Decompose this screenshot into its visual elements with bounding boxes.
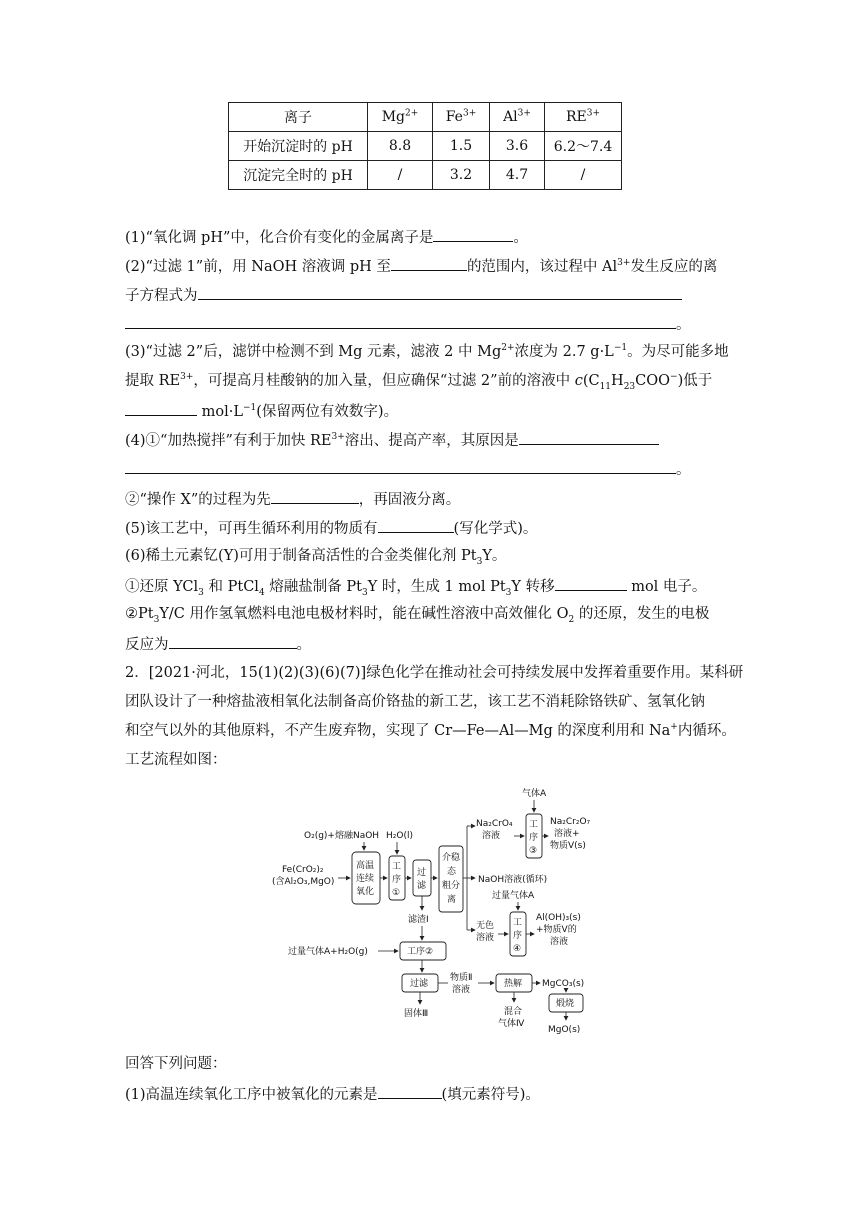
table-cell: 1.5	[433, 132, 490, 161]
answer-blank[interactable]	[271, 488, 359, 504]
flow-label: 连续	[356, 874, 375, 884]
answer-blank[interactable]	[433, 226, 513, 242]
process-flow-diagram	[268, 784, 608, 1044]
ph-table-wrap	[228, 102, 622, 190]
table-header-row	[229, 103, 622, 132]
flow-label: 物质V(s)	[550, 841, 586, 851]
question-3-line2: 提取 $RE^{3+}$，可提高月桂酸钠的加入量，但应确保“过滤 2”前的溶液中 $c(C_{11}H_{23}COO^-)$低于	[125, 372, 713, 392]
question-2-line2: 子方程式为	[125, 284, 735, 306]
answer-blank[interactable]	[555, 575, 627, 591]
flow-label: 过量气体A+H₂O(g)	[288, 947, 368, 957]
table-cell: /	[545, 161, 622, 190]
flow-label: 过滤	[410, 979, 429, 989]
flow-label: 溶液	[452, 985, 471, 995]
flow-label: 序	[513, 931, 523, 941]
flow-label: 滤	[417, 881, 427, 891]
answer-blank[interactable]	[198, 284, 682, 300]
flow-label: 物质Ⅱ	[450, 973, 473, 983]
flow-label: 溶液	[550, 937, 569, 947]
questions-intro: 回答下列问题：	[125, 1056, 227, 1072]
problem-2-stem-line3: 和空气以外的其他原料，不产生废弃物，实现了 Cr—Fe—Al—Mg 的深度利用和 Na+内循环。	[125, 722, 736, 739]
flow-label: Na₂Cr₂O₇	[550, 817, 591, 827]
question-6-part2-line2: 反应为 。	[125, 633, 735, 655]
flow-label: 离	[447, 895, 457, 905]
flow-label: 氧化	[356, 887, 375, 897]
question-4: (4)①“加热搅拌”有利于加快 $RE^{3+}$溶出、提高产率，其原因是	[125, 429, 735, 451]
ph-table	[228, 102, 622, 190]
flow-label: 混合	[504, 1007, 523, 1017]
flow-label: 工序②	[407, 947, 434, 957]
flow-label: ④	[513, 944, 522, 954]
question-6: (6)稀土元素钇(Y)可用于制备高活性的合金类催化剂 $Pt_3Y$。	[125, 548, 507, 567]
table-header-cell: $Al^{3+}$	[490, 103, 545, 132]
flow-label: 工	[513, 918, 523, 928]
table-row	[229, 161, 622, 190]
flow-label: +物质V的	[536, 925, 577, 935]
flow-label: 序	[392, 875, 402, 885]
flow-label: 工	[529, 820, 539, 830]
flow-label: ③	[529, 846, 538, 856]
table-cell: 4.7	[490, 161, 545, 190]
flow-label: O₂(g)+熔融NaOH	[304, 831, 380, 841]
flow-label: 固体Ⅲ	[404, 1009, 429, 1019]
flow-labels	[272, 787, 591, 1035]
table-cell: 开始沉淀时的 pH	[229, 132, 368, 161]
table-cell: 6.2～7.4	[545, 132, 622, 161]
answer-blank[interactable]	[125, 458, 676, 474]
flow-label: 粗分	[442, 881, 461, 891]
flow-label: 溶液	[482, 831, 501, 841]
answer-blank[interactable]	[125, 400, 197, 416]
table-header-cell: $Mg^{2+}$	[368, 103, 433, 132]
question-3: (3)“过滤 2”后，滤饼中检测不到 Mg 元素，滤液 2 中 $Mg^{2+}$浓度为 2.7 $g\cdot L^{-1}$。为尽可能多地	[125, 343, 729, 360]
flow-label: NaOH溶液(循环)	[478, 875, 548, 885]
table-cell: 沉淀完全时的 pH	[229, 161, 368, 190]
problem-2-stem: 2．[2021·河北，15(1)(2)(3)(6)(7)]绿色化学在推动社会可持续发展中发挥着重要作用。某科研	[125, 665, 744, 681]
answer-blank[interactable]	[519, 429, 659, 445]
flow-label: 序	[529, 833, 539, 843]
question-6-part1: ①还原 YCl$_3$ 和 PtCl$_4$ 熔融盐制备 $Pt_3Y$ 时，生成 1 mol $Pt_3Y$ 转移 mol 电子。	[125, 575, 735, 597]
flow-label: 态	[447, 867, 457, 877]
flow-label: 高温	[356, 861, 375, 871]
question-4-part2: ②“操作 X”的过程为先 ，再固液分离。	[125, 488, 735, 510]
flow-label: 热解	[504, 979, 523, 989]
answer-blank[interactable]	[169, 633, 297, 649]
question-2-1: (1)高温连续氧化工序中被氧化的元素是 (填元素符号)。	[125, 1083, 735, 1105]
flow-label: H₂O(l)	[386, 831, 413, 841]
answer-blank[interactable]	[125, 313, 676, 329]
flow-label: Al(OH)₃(s)	[536, 913, 581, 923]
flow-label: 过量气体A	[492, 891, 535, 901]
flow-label: Na₂CrO₄	[476, 819, 513, 829]
table-header-cell: $Fe^{3+}$	[433, 103, 490, 132]
table-cell: 8.8	[368, 132, 433, 161]
table-header-cell: $RE^{3+}$	[545, 103, 622, 132]
flow-label: ①	[392, 888, 401, 898]
question-3-line3: $mol\cdot L^{-1}$(保留两位有效数字)。	[125, 400, 735, 422]
answer-blank[interactable]	[391, 255, 467, 271]
flow-label: (含Al₂O₃,MgO)	[272, 877, 335, 887]
question-2-line3: 。	[125, 313, 735, 335]
flow-label: Fe(CrO₂)₂	[282, 865, 324, 875]
question-6-part2: $②Pt_3Y/C$ 用作氢氧燃料电池电极材料时，能在碱性溶液中高效催化 $O_2$ 的还原，发生的电极	[125, 606, 710, 625]
answer-blank[interactable]	[378, 517, 454, 533]
flow-label: 介稳	[442, 853, 461, 863]
question-4-line2: 。	[125, 458, 735, 480]
flow-label: 气体Ⅳ	[498, 1019, 525, 1029]
flow-label: 滤渣Ⅰ	[408, 915, 429, 925]
question-2: (2)“过滤 1”前，用 NaOH 溶液调 pH 至 的范围内，该过程中 $Al^{3+}$发生反应的离	[125, 255, 735, 277]
flow-label: 气体A	[522, 789, 547, 799]
flow-label: 溶液+	[554, 829, 580, 839]
answer-blank[interactable]	[378, 1083, 442, 1099]
flow-label: MgCO₃(s)	[542, 979, 585, 989]
problem-2-stem-line4: 工艺流程如图：	[125, 752, 227, 768]
flow-label: 煅烧	[556, 999, 575, 1009]
flow-label: MgO(s)	[548, 1025, 581, 1035]
table-cell: 3.2	[433, 161, 490, 190]
flow-label: 溶液	[476, 933, 495, 943]
problem-2-stem-line2: 团队设计了一种熔盐液相氧化法制备高价铬盐的新工艺，该工艺不消耗除铬铁矿、氢氧化钠	[125, 694, 705, 710]
question-1: (1)“氧化调 pH”中，化合价有变化的金属离子是 。	[125, 226, 735, 248]
flow-label: 工	[392, 862, 402, 872]
table-cell: /	[368, 161, 433, 190]
question-5: (5)该工艺中，可再生循环利用的物质有 (写化学式)。	[125, 517, 735, 539]
flow-label: 过	[417, 868, 427, 878]
table-cell: 3.6	[490, 132, 545, 161]
table-header-cell: 离子	[229, 103, 368, 132]
flow-label: 无色	[476, 921, 495, 931]
table-row	[229, 132, 622, 161]
